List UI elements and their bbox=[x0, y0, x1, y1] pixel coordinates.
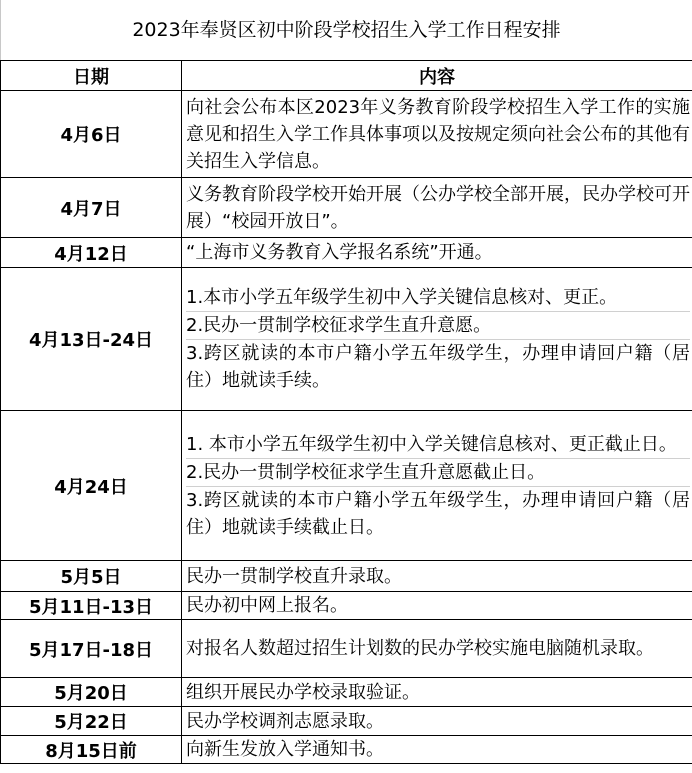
row-date: 5月11日-13日 bbox=[1, 592, 182, 620]
header-content: 内容 bbox=[182, 61, 692, 91]
row-content-item: 1.本市小学五年级学生初中入学关键信息核对、更正。 bbox=[186, 284, 690, 312]
table-row bbox=[1, 411, 692, 561]
row-content-item: 对报名人数超过招生计划数的民办学校实施电脑随机录取。 bbox=[186, 638, 654, 659]
table-header-row bbox=[1, 61, 692, 91]
row-date: 8月15日前 bbox=[1, 736, 182, 764]
row-date: 4月6日 bbox=[1, 91, 182, 178]
row-content-item: 2.民办一贯制学校征求学生直升意愿。 bbox=[186, 312, 690, 340]
table-row bbox=[1, 178, 692, 238]
row-content bbox=[182, 736, 692, 764]
row-content bbox=[182, 268, 692, 411]
page-title: 2023年奉贤区初中阶段学校招生入学工作日程安排 bbox=[0, 0, 692, 60]
row-date: 5月20日 bbox=[1, 678, 182, 707]
row-content bbox=[182, 91, 692, 178]
table-row bbox=[1, 561, 692, 592]
table-row bbox=[1, 678, 692, 707]
row-content-item: “上海市义务教育入学报名系统”开通。 bbox=[186, 242, 493, 263]
row-date: 4月7日 bbox=[1, 178, 182, 238]
row-content-item: 2.民办一贯制学校征求学生直升意愿截止日。 bbox=[186, 459, 690, 487]
row-date: 4月12日 bbox=[1, 238, 182, 268]
header-date: 日期 bbox=[1, 61, 182, 91]
table-row bbox=[1, 238, 692, 268]
row-content-item: 1. 本市小学五年级学生初中入学关键信息核对、更正截止日。 bbox=[186, 431, 690, 459]
row-date: 5月17日-18日 bbox=[1, 620, 182, 678]
row-content bbox=[182, 178, 692, 238]
table-row bbox=[1, 620, 692, 678]
table-row bbox=[1, 592, 692, 620]
table-row bbox=[1, 736, 692, 764]
row-date: 4月13日-24日 bbox=[1, 268, 182, 411]
table-row bbox=[1, 91, 692, 178]
row-content bbox=[182, 620, 692, 678]
row-content-item: 组织开展民办学校录取验证。 bbox=[186, 681, 420, 703]
schedule-table bbox=[0, 60, 692, 764]
row-content-item: 向社会公布本区2023年义务教育阶段学校招生入学工作的实施意见和招生入学工作具体事项以及按规定须向社会公布的其他有关招生入学信息。 bbox=[186, 96, 690, 172]
row-date: 5月22日 bbox=[1, 707, 182, 736]
row-date: 5月5日 bbox=[1, 561, 182, 592]
row-content-item: 3.跨区就读的本市户籍小学五年级学生，办理申请回户籍（居住）地就读手续。 bbox=[186, 343, 690, 391]
row-content-item: 民办初中网上报名。 bbox=[186, 595, 348, 616]
row-content bbox=[182, 592, 692, 620]
row-content-item: 向新生发放入学通知书。 bbox=[186, 739, 384, 760]
row-content bbox=[182, 411, 692, 561]
row-content bbox=[182, 561, 692, 592]
row-content-item: 民办学校调剂志愿录取。 bbox=[186, 710, 384, 732]
row-content-item: 民办一贯制学校直升录取。 bbox=[186, 565, 402, 587]
row-date: 4月24日 bbox=[1, 411, 182, 561]
table-row bbox=[1, 268, 692, 411]
row-content bbox=[182, 238, 692, 268]
row-content-item: 义务教育阶段学校开始开展（公办学校全部开展，民办学校可开展）“校园开放日”。 bbox=[186, 183, 690, 232]
table-row bbox=[1, 707, 692, 736]
row-content-item: 3.跨区就读的本市户籍小学五年级学生，办理申请回户籍（居住）地就读手续截止日。 bbox=[186, 489, 690, 538]
row-content bbox=[182, 678, 692, 707]
row-content bbox=[182, 707, 692, 736]
